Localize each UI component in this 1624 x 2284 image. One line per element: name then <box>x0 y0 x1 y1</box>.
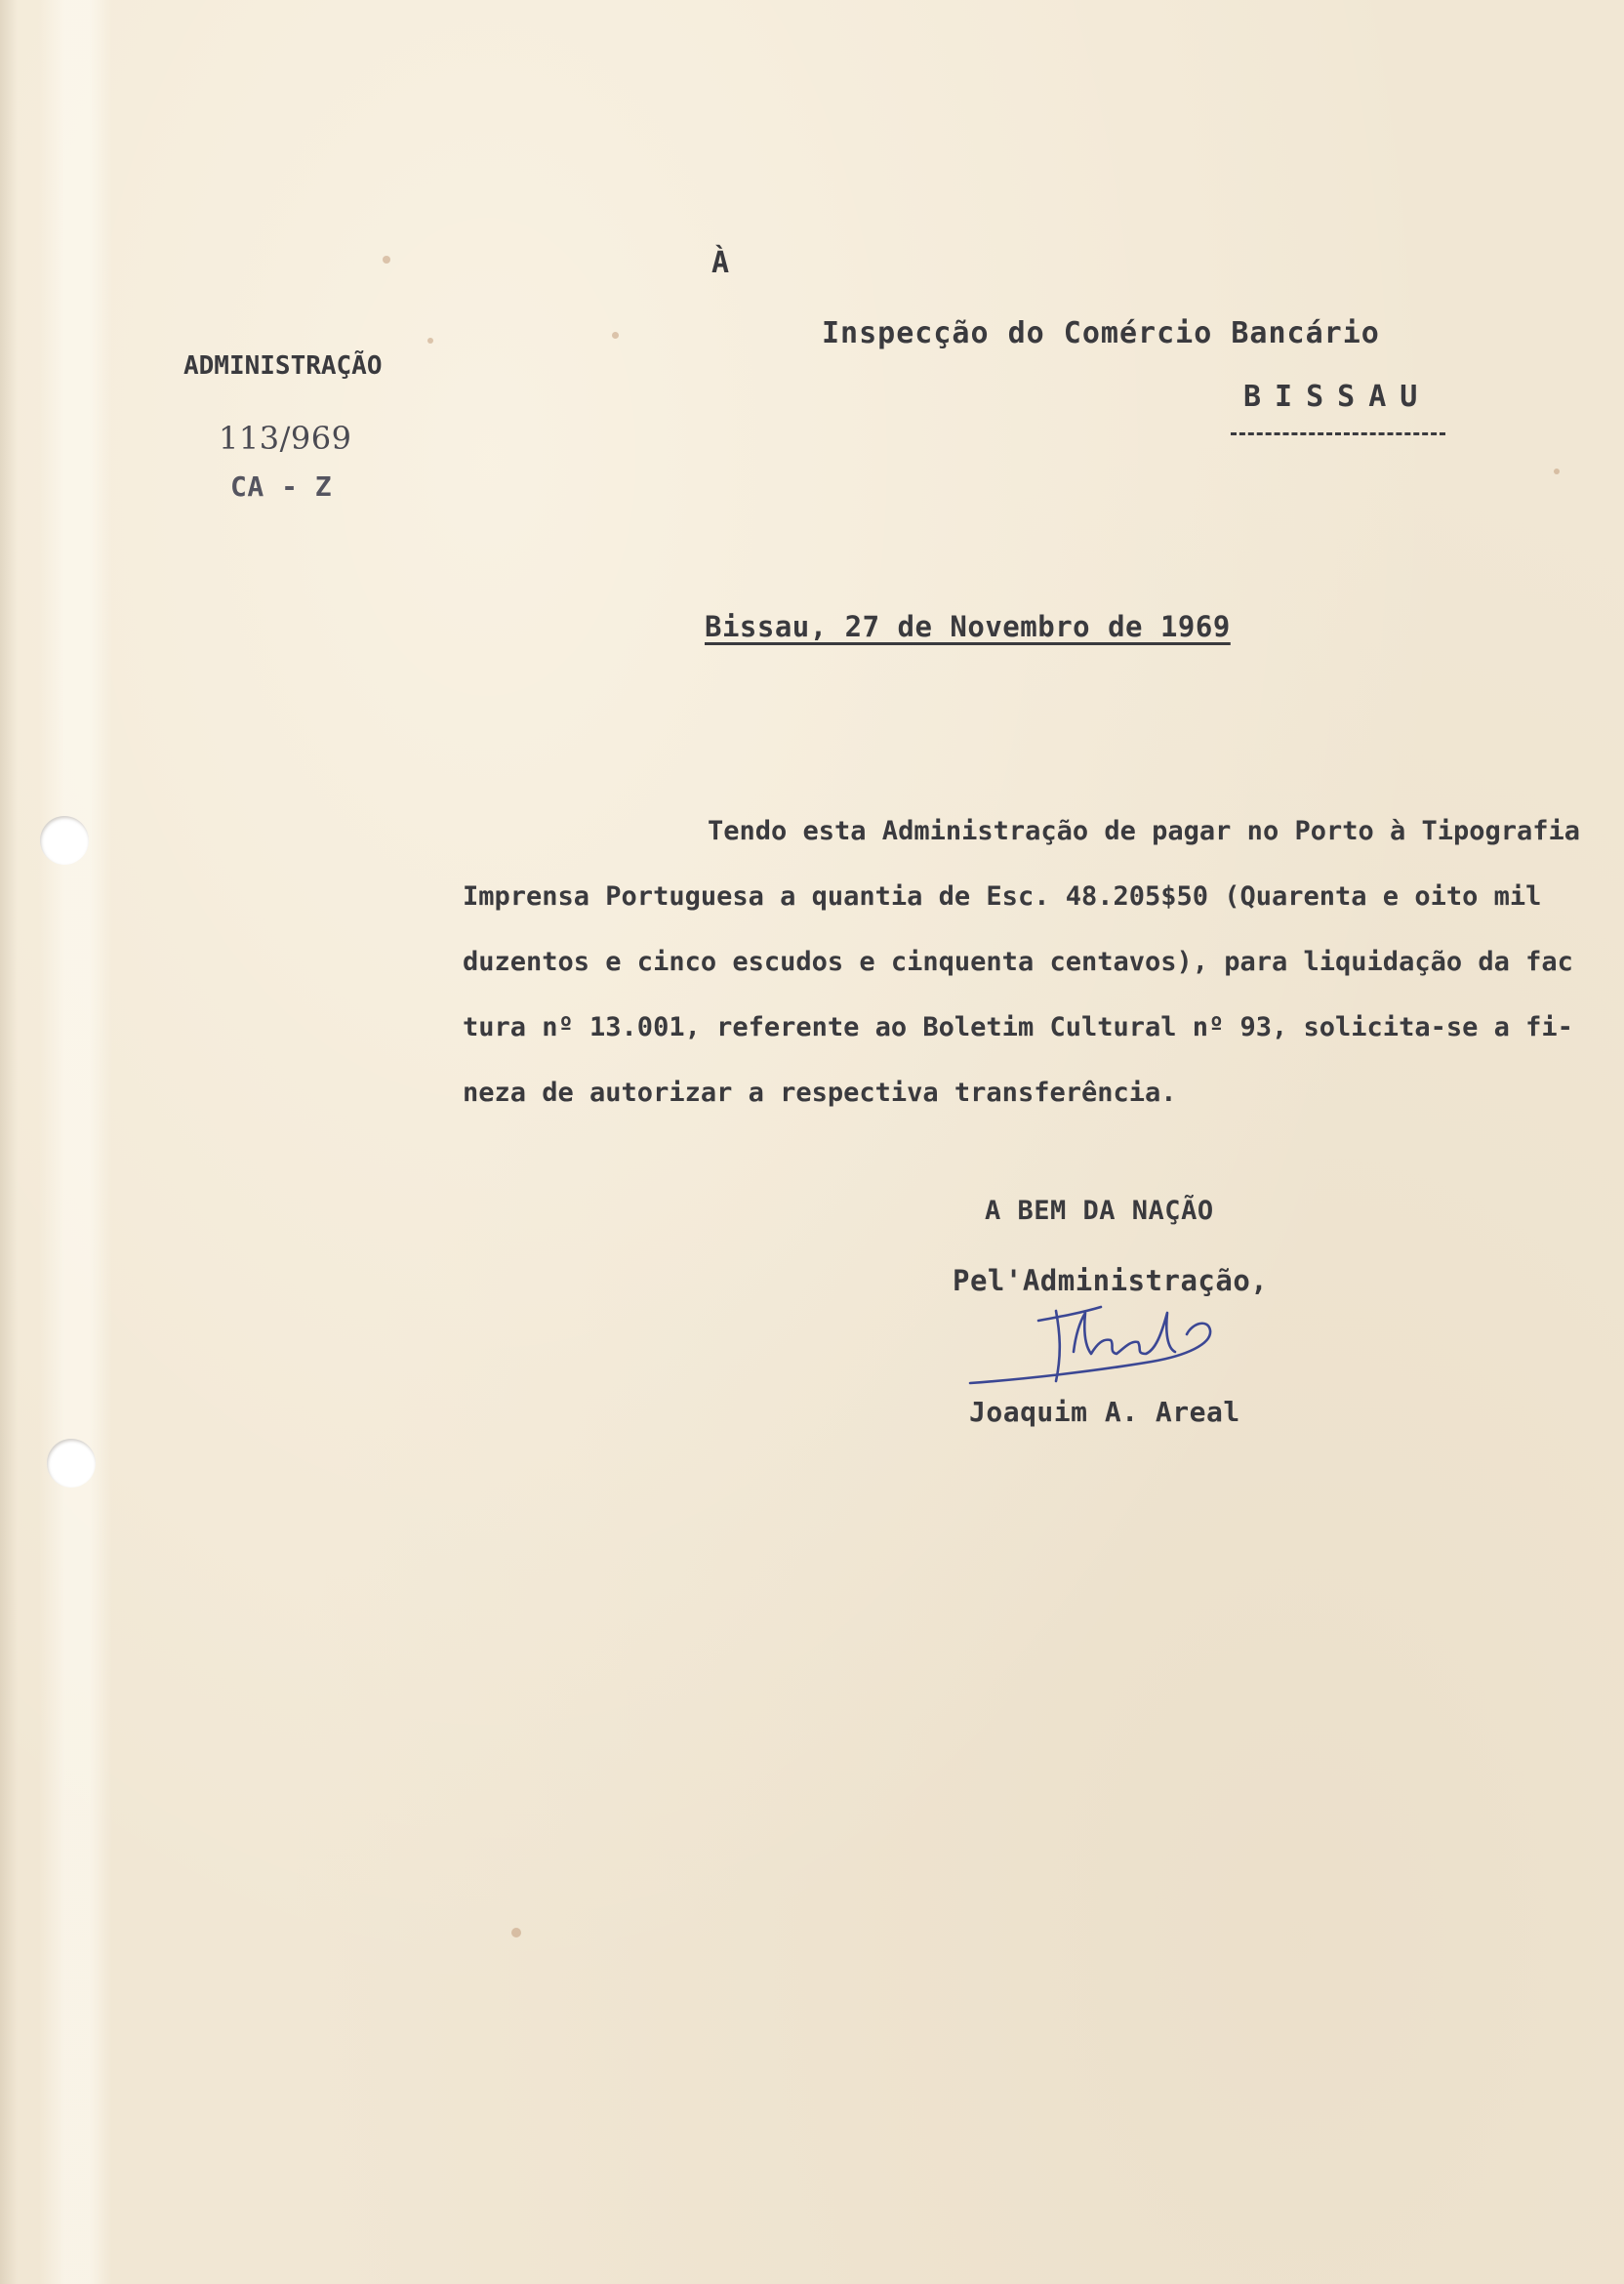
signer-name: Joaquim A. Areal <box>969 1396 1240 1428</box>
closing-salutation: A BEM DA NAÇÃO <box>985 1196 1214 1226</box>
paper-speck <box>511 1928 521 1937</box>
administration-stamp-label: ADMINISTRAÇÃO <box>183 351 383 381</box>
paper-speck <box>1554 469 1560 474</box>
body-line: Tendo esta Administração de pagar no Porto à Tipografia <box>708 816 1581 846</box>
punch-hole-bottom <box>47 1439 96 1488</box>
addressee-recipient: Inspecção do Comércio Bancário <box>822 316 1380 350</box>
body-line: duzentos e cinco escudos e cinquenta centavos), para liquidação da fac <box>463 947 1573 977</box>
addressee-prefix: À <box>711 246 730 280</box>
date-line: Bissau, 27 de Novembro de 1969 <box>705 610 1231 643</box>
paper-speck <box>612 332 619 339</box>
administration-stamp-code: CA - Z <box>230 470 333 503</box>
paper-fold-strip <box>39 0 112 2284</box>
punch-hole-top <box>40 816 89 865</box>
closing-on-behalf: Pel'Administração, <box>953 1264 1269 1297</box>
city-underline <box>1231 432 1445 435</box>
administration-stamp-reference: 113/969 <box>219 420 352 457</box>
paper-speck <box>427 338 433 344</box>
paper-edge-shadow <box>0 0 18 2284</box>
handwritten-signature <box>966 1293 1230 1401</box>
paper-speck <box>383 256 390 264</box>
addressee-city: BISSAU <box>1243 380 1432 414</box>
body-line: tura nº 13.001, referente ao Boletim Cultural nº 93, solicita-se a fi- <box>463 1012 1573 1042</box>
body-line: Imprensa Portuguesa a quantia de Esc. 48.205$50 (Quarenta e oito mil <box>463 881 1542 912</box>
letter-body <box>463 798 1604 1125</box>
body-line: neza de autorizar a respectiva transferência. <box>463 1078 1177 1108</box>
